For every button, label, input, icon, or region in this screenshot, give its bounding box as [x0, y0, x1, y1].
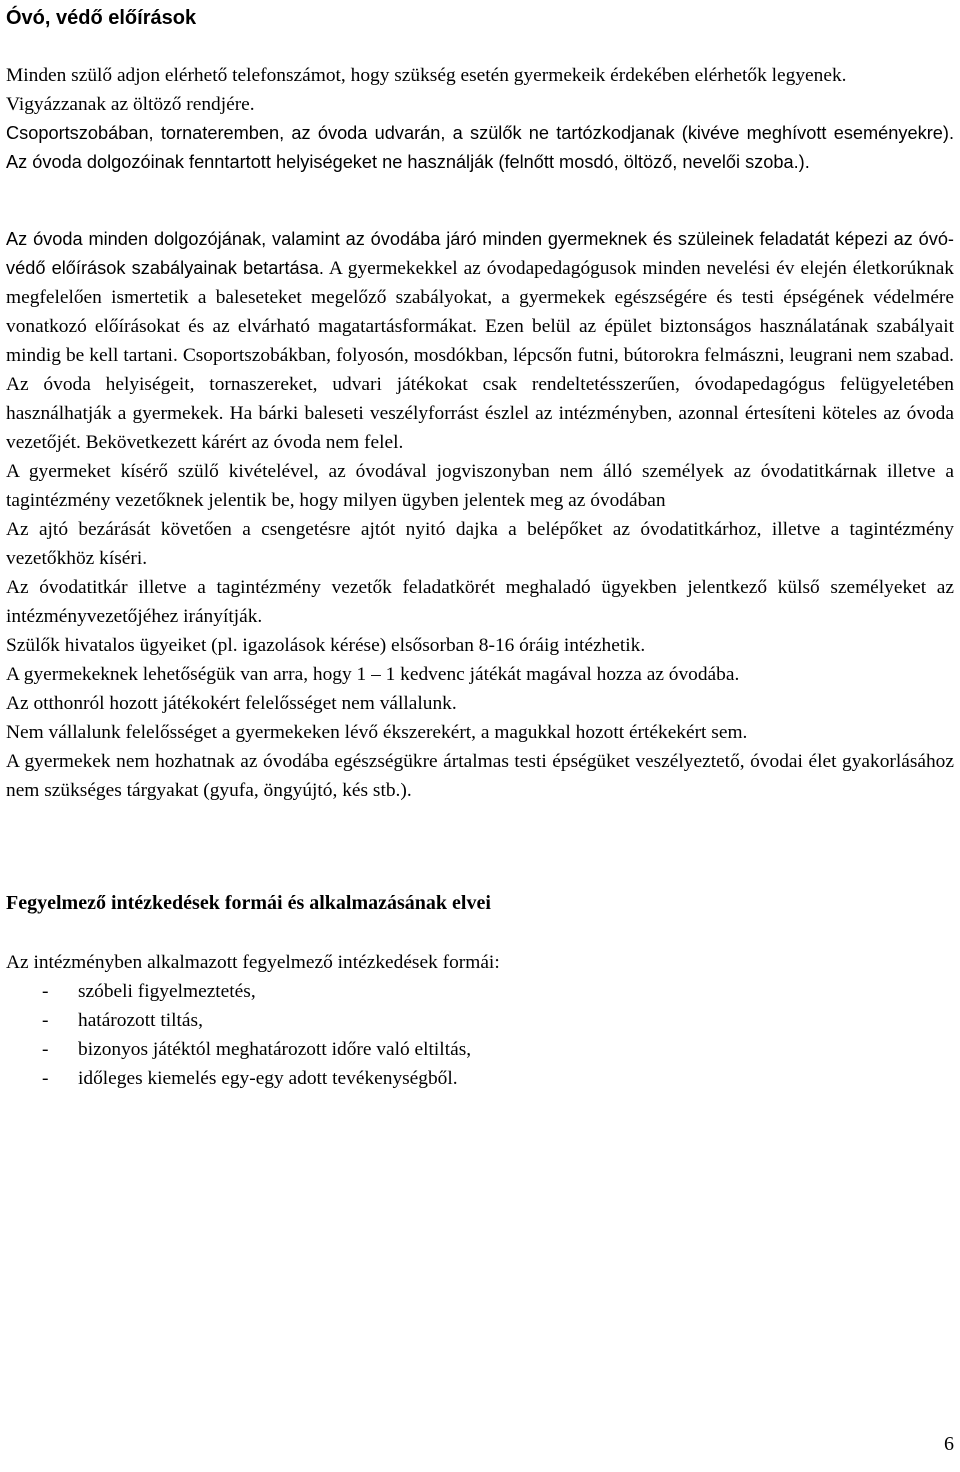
dash-bullet: -	[42, 1039, 49, 1060]
paragraph-phone: Minden szülő adjon elérhető telefonszámot, hogy szükség esetén gyermekeik érdekében elérhetők legyenek.	[6, 65, 847, 86]
list-item: - szóbeli figyelmeztetés,	[6, 977, 954, 1006]
paragraph-parents-rooms: Csoportszobában, tornateremben, az óvoda udvarán, a szülők ne tartózkodjanak (kivéve meghívott eseményekre). Az óvoda dolgozóinak fenntartott helyiségeket ne használják (felnőtt mosdó, öltöző, nevelői szoba.).	[6, 123, 954, 172]
section-title-safety: Óvó, védő előírások	[6, 7, 197, 29]
paragraph-jewelry: Nem vállalunk felelősséget a gyermekeken lévő ékszerekért, a magukkal hozott értékekért sem.	[6, 722, 748, 743]
paragraph-toys: A gyermekeknek lehetőségük van arra, hogy 1 – 1 kedvenc játékát magával hozza az óvodába.	[6, 664, 740, 685]
page-number: 6	[944, 1433, 954, 1455]
paragraph-rules-body: A gyermekekkel az óvodapedagógusok minden nevelési év elején életkorúknak megfelelően ismertetik a baleseteket megelőző szabályokat, a gyermekek egészségére és testi épségének védelmére vonatkozó előírásokat és az elvárható magatartásformákat. Ezen belül az épület biztonságos használatának szabályait mindig be kell tartani. Csoportszobákban, folyosón, mosdókban, lépcsőn futni, bútorokra felmászni, leugrani nem szabad. Az óvoda helyiségeit, tornaszereket, udvari játékokat csak rendeltetésszerűen, óvodapedagógus felügyeletében használhatják a gyermekek. Ha bárki baleseti veszélyforrást észlel az intézményben, azonnal értesíteni köteles az óvoda vezetőjét. Bekövetkezett kárért az óvoda nem felel.	[6, 258, 954, 453]
section-title-discipline: Fegyelmező intézkedések formái és alkalmazásának elvei	[6, 892, 491, 914]
list-item: - határozott tiltás,	[6, 1006, 954, 1035]
paragraph-rules	[6, 225, 954, 457]
document-page	[6, 4, 954, 1093]
paragraph-dangerous-items: A gyermekek nem hozhatnak az óvodába egészségükre ártalmas testi épségüket veszélyeztető, óvodai élet gyakorlásához nem szükséges tárgyakat (gyufa, öngyújtó, kés stb.).	[6, 751, 954, 801]
dash-bullet: -	[42, 1068, 49, 1089]
discipline-list	[6, 977, 954, 1093]
paragraph-office-hours: Szülők hivatalos ügyeiket (pl. igazolások kérése) elsősorban 8-16 óráig intézhetik.	[6, 635, 646, 656]
paragraph-cloakroom: Vigyázzanak az öltöző rendjére.	[6, 94, 255, 115]
paragraph-visitors: A gyermeket kísérő szülő kivételével, az óvodával jogviszonyban nem álló személyek az óvodatitkárnak illetve a tagintézmény vezetőknek jelentik be, hogy milyen ügyben jelentek meg az óvodában	[6, 461, 954, 511]
list-item: - időleges kiemelés egy-egy adott tevékenységből.	[6, 1064, 954, 1093]
list-item: - bizonyos játéktól meghatározott időre való eltiltás,	[6, 1035, 954, 1064]
paragraph-toy-liability: Az otthonról hozott játékokért felelősséget nem vállalunk.	[6, 693, 457, 714]
dash-bullet: -	[42, 1010, 49, 1031]
dash-bullet: -	[42, 981, 49, 1002]
paragraph-door: Az ajtó bezárását követően a csengetésre ajtót nyitó dajka a belépőket az óvodatitkárhoz, illetve a tagintézmény vezetőkhöz kíséri.	[6, 519, 954, 569]
paragraph-secretary: Az óvodatitkár illetve a tagintézmény vezetők feladatkörét meghaladó ügyekben jelentkező külső személyeket az intézményvezetőjéhez irányítják.	[6, 577, 954, 627]
paragraph-rules-lead: Az óvoda minden dolgozójának, valamint az óvodába járó minden gyermeknek és szüleinek feladatát képezi az óvó-védő előírások szabályainak betartása.	[6, 229, 954, 278]
paragraph-discipline-intro: Az intézményben alkalmazott fegyelmező intézkedések formái:	[6, 952, 500, 973]
